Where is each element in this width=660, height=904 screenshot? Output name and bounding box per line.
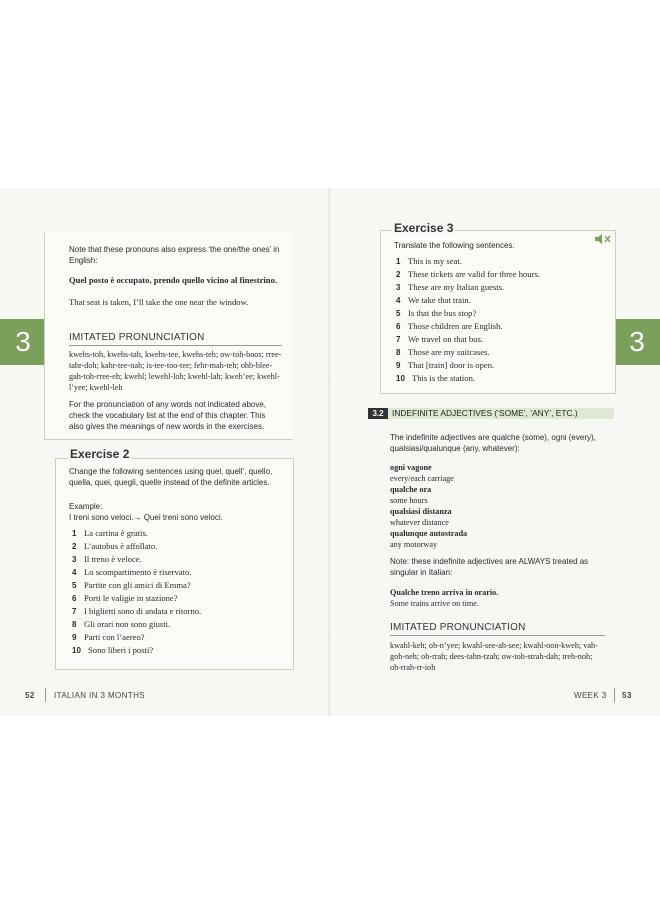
example-english: every/each carriage: [390, 474, 454, 483]
left-imitated-heading: IMITATED PRONUNCIATION: [69, 332, 282, 346]
list-item: 6 Porti le valigie in stazione?: [72, 593, 178, 603]
list-item: 1 This is my seat.: [396, 256, 462, 266]
speaker-icon[interactable]: [594, 232, 612, 244]
footer-divider-right: [614, 688, 615, 702]
chapter-tab-right: 3: [614, 319, 660, 365]
list-item: 10 Sono liberi i posti?: [72, 645, 154, 655]
list-item: 2 L’autobus è affollato.: [72, 541, 158, 551]
list-item: 9 That [train] door is open.: [396, 360, 495, 370]
right-imitated-text: kwahl-keh; oh-n’yee; kwahl-see-ah-see; kwahl-oon-kweh; vah-goh-neh; oh-rrah; dees-tahn-tzah; ow-toh-strah-dah; treh-noh; oh-rrah-rr-ioh: [390, 641, 598, 672]
list-item: 5 Is that the bus stop?: [396, 308, 477, 318]
list-item: 7 We travel on that bus.: [396, 334, 483, 344]
list-item: 9 Parti con l’aereo?: [72, 632, 145, 642]
list-item: 7 I biglietti sono di andata e ritorno.: [72, 606, 202, 616]
list-item: 8 Gli orari non sono giusti.: [72, 619, 171, 629]
example-italian: qualsiasi distanza: [390, 507, 452, 516]
exercise-2-example: I treni sono veloci.→ Quei treni sono veloci.: [69, 513, 223, 522]
indefinite-intro: The indefinite adjectives are qualche (some), ogni (every), qualsiasi/qualunque (any, whatever):: [390, 433, 596, 453]
note-example-english: Some trains arrive on time.: [390, 599, 479, 608]
example-english: whatever distance: [390, 518, 449, 527]
exercise-2-title: Exercise 2: [70, 447, 130, 461]
left-footer-title: ITALIAN IN 3 MONTHS: [54, 691, 146, 700]
example-italian: qualche ora: [390, 485, 432, 494]
left-page-number: 52: [25, 691, 35, 700]
footer-divider-left: [45, 688, 46, 702]
pronoun-intro: Note that these pronouns also express ‘the one/the ones’ in English:: [69, 245, 280, 266]
exercise-2-list: [72, 527, 282, 657]
list-item: 6 Those children are English.: [396, 321, 503, 331]
exercise-3-title: Exercise 3: [394, 221, 454, 235]
list-item: 5 Partite con gli amici di Emma?: [72, 580, 191, 590]
right-imitated-heading: IMITATED PRONUNCIATION: [390, 622, 605, 636]
right-footer-title: WEEK 3: [574, 691, 607, 700]
list-item: 4 We take that train.: [396, 295, 471, 305]
example-english: some hours: [390, 496, 428, 505]
vocabulary-note: For the pronunciation of any words not indicated above, check the vocabulary list at the end of this chapter. This also gives the meanings of new words in the exercises.: [69, 400, 267, 432]
section-title: INDEFINITE ADJECTIVES (‘SOME’, ‘ANY’, ETC.): [392, 408, 578, 418]
chapter-tab-left: 3: [0, 319, 46, 365]
section-number: 3.2: [368, 408, 388, 419]
book-gutter: [328, 188, 332, 716]
example-italian: ogni vagone: [390, 463, 432, 472]
list-item: 8 Those are my suitcases.: [396, 347, 490, 357]
right-page-number: 53: [622, 691, 632, 700]
list-item: 1 La cartina è gratis.: [72, 528, 148, 538]
exercise-3-list: [396, 255, 611, 385]
left-imitated-text: kwehs-toh, kwehs-tah, kwehs-tee, kwehs-teh; ow-toh-boos; rree-tahr-doh; kahr-tee-nah; is-tee-too-tee; fehr-mah-teh; ohb-blee-gah-toh-rree-eh; kwehl; lewehl-loh; kwehl-lah; kweh’ee; kwehl-l’yee; kwehl-leh: [69, 350, 282, 392]
list-item: 4 Lo scompartimento è riservato.: [72, 567, 192, 577]
exercise-2-instructions: Change the following sentences using quel, quell’, quello, quella, quei, quegli, quelle instead of the definite articles.: [69, 467, 273, 487]
list-item: 3 Il treno è veloce.: [72, 554, 142, 564]
indefinite-examples: [390, 462, 605, 550]
singular-note: Note: these indefinite adjectives are ALWAYS treated as singular in Italian:: [390, 557, 589, 577]
exercise-2-example-label: Example:: [69, 502, 103, 511]
list-item: 3 These are my Italian guests.: [396, 282, 505, 292]
note-example-italian: Qualche treno arriva in orario.: [390, 588, 499, 597]
example-italian: qualunque autostrada: [390, 529, 468, 538]
example-italian: Quel posto è occupato, prendo quello vicino al finestrino.: [69, 275, 278, 285]
example-english: That seat is taken, I’ll take the one near the window.: [69, 297, 249, 307]
exercise-3-instructions: Translate the following sentences.: [394, 241, 515, 250]
list-item: 2 These tickets are valid for three hours.: [396, 269, 540, 279]
list-item: 10 This is the station.: [396, 373, 476, 383]
example-english: any motorway: [390, 540, 438, 549]
